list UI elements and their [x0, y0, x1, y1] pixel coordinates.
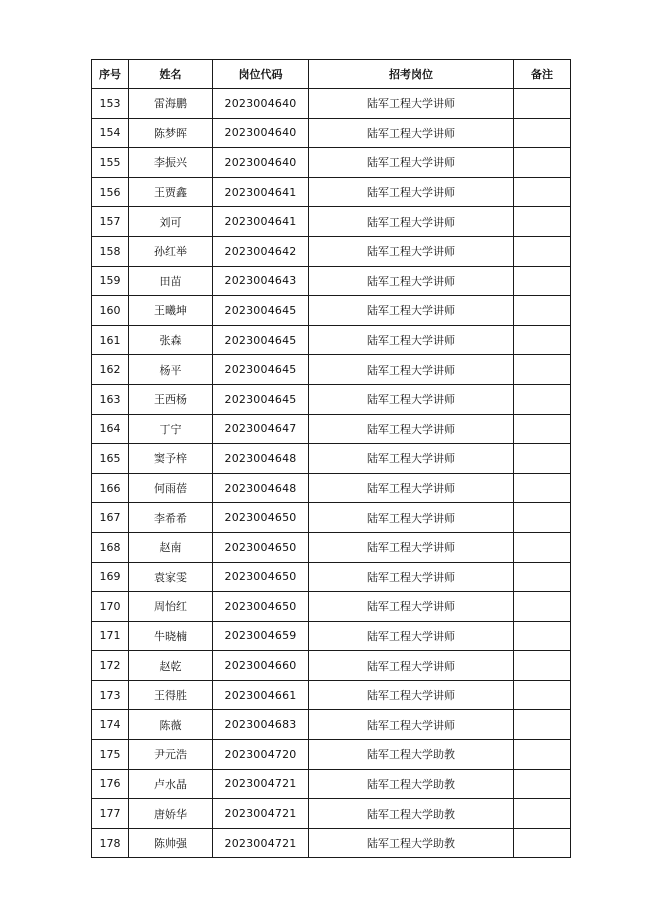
name-cell: 陈薇 — [129, 710, 213, 740]
remarks-cell — [514, 769, 571, 799]
position-code-cell: 2023004643 — [213, 266, 309, 296]
table-row — [92, 355, 571, 385]
recruited-position-cell: 陆军工程大学助教 — [309, 828, 514, 858]
serial-number-cell: 154 — [92, 118, 129, 148]
table-row — [92, 177, 571, 207]
serial-number-cell: 161 — [92, 325, 129, 355]
remarks-cell — [514, 592, 571, 622]
remarks-cell — [514, 296, 571, 326]
roster-table — [91, 59, 571, 858]
name-cell: 王得胜 — [129, 680, 213, 710]
name-cell: 尹元浩 — [129, 740, 213, 770]
name-cell: 陈帅强 — [129, 828, 213, 858]
position-code-cell: 2023004640 — [213, 148, 309, 178]
name-cell: 赵南 — [129, 532, 213, 562]
serial-number-cell: 167 — [92, 503, 129, 533]
serial-number-cell: 159 — [92, 266, 129, 296]
remarks-cell — [514, 266, 571, 296]
header-name: 姓名 — [129, 60, 213, 89]
recruited-position-cell: 陆军工程大学讲师 — [309, 118, 514, 148]
name-cell: 李振兴 — [129, 148, 213, 178]
serial-number-cell: 176 — [92, 769, 129, 799]
recruited-position-cell: 陆军工程大学讲师 — [309, 680, 514, 710]
recruited-position-cell: 陆军工程大学讲师 — [309, 207, 514, 237]
position-code-cell: 2023004645 — [213, 325, 309, 355]
recruited-position-cell: 陆军工程大学讲师 — [309, 148, 514, 178]
recruited-position-cell: 陆军工程大学助教 — [309, 740, 514, 770]
remarks-cell — [514, 89, 571, 119]
name-cell: 陈梦晖 — [129, 118, 213, 148]
remarks-cell — [514, 177, 571, 207]
position-code-cell: 2023004721 — [213, 828, 309, 858]
remarks-cell — [514, 236, 571, 266]
table-row — [92, 296, 571, 326]
table-row — [92, 799, 571, 829]
position-code-cell: 2023004641 — [213, 177, 309, 207]
name-cell: 田苗 — [129, 266, 213, 296]
recruited-position-cell: 陆军工程大学讲师 — [309, 503, 514, 533]
serial-number-cell: 160 — [92, 296, 129, 326]
position-code-cell: 2023004659 — [213, 621, 309, 651]
recruited-position-cell: 陆军工程大学讲师 — [309, 532, 514, 562]
table-row — [92, 414, 571, 444]
recruited-position-cell: 陆军工程大学讲师 — [309, 621, 514, 651]
serial-number-cell: 170 — [92, 592, 129, 622]
serial-number-cell: 177 — [92, 799, 129, 829]
serial-number-cell: 171 — [92, 621, 129, 651]
position-code-cell: 2023004721 — [213, 799, 309, 829]
table-row — [92, 503, 571, 533]
position-code-cell: 2023004645 — [213, 384, 309, 414]
name-cell: 王西杨 — [129, 384, 213, 414]
table-row — [92, 562, 571, 592]
table-row — [92, 651, 571, 681]
remarks-cell — [514, 207, 571, 237]
serial-number-cell: 175 — [92, 740, 129, 770]
serial-number-cell: 166 — [92, 473, 129, 503]
name-cell: 唐娇华 — [129, 799, 213, 829]
position-code-cell: 2023004650 — [213, 562, 309, 592]
position-code-cell: 2023004645 — [213, 296, 309, 326]
serial-number-cell: 162 — [92, 355, 129, 385]
header-recruited-position: 招考岗位 — [309, 60, 514, 89]
recruited-position-cell: 陆军工程大学助教 — [309, 769, 514, 799]
remarks-cell — [514, 325, 571, 355]
remarks-cell — [514, 710, 571, 740]
table-row — [92, 444, 571, 474]
table-row — [92, 621, 571, 651]
recruited-position-cell: 陆军工程大学讲师 — [309, 266, 514, 296]
serial-number-cell: 158 — [92, 236, 129, 266]
name-cell: 丁宁 — [129, 414, 213, 444]
name-cell: 张森 — [129, 325, 213, 355]
remarks-cell — [514, 503, 571, 533]
serial-number-cell: 178 — [92, 828, 129, 858]
table-row — [92, 592, 571, 622]
name-cell: 何雨蓓 — [129, 473, 213, 503]
header-remarks: 备注 — [514, 60, 571, 89]
name-cell: 赵乾 — [129, 651, 213, 681]
table-row — [92, 828, 571, 858]
serial-number-cell: 174 — [92, 710, 129, 740]
serial-number-cell: 172 — [92, 651, 129, 681]
serial-number-cell: 169 — [92, 562, 129, 592]
recruited-position-cell: 陆军工程大学讲师 — [309, 473, 514, 503]
header-serial-number: 序号 — [92, 60, 129, 89]
position-code-cell: 2023004721 — [213, 769, 309, 799]
name-cell: 李希希 — [129, 503, 213, 533]
recruited-position-cell: 陆军工程大学讲师 — [309, 384, 514, 414]
table-row — [92, 532, 571, 562]
name-cell: 袁家雯 — [129, 562, 213, 592]
recruited-position-cell: 陆军工程大学讲师 — [309, 414, 514, 444]
name-cell: 王贾鑫 — [129, 177, 213, 207]
serial-number-cell: 163 — [92, 384, 129, 414]
serial-number-cell: 168 — [92, 532, 129, 562]
remarks-cell — [514, 444, 571, 474]
position-code-cell: 2023004650 — [213, 532, 309, 562]
position-code-cell: 2023004640 — [213, 118, 309, 148]
table-row — [92, 473, 571, 503]
name-cell: 周怡红 — [129, 592, 213, 622]
table-row — [92, 89, 571, 119]
recruited-position-cell: 陆军工程大学讲师 — [309, 355, 514, 385]
position-code-cell: 2023004720 — [213, 740, 309, 770]
remarks-cell — [514, 148, 571, 178]
table-row — [92, 207, 571, 237]
recruited-position-cell: 陆军工程大学讲师 — [309, 89, 514, 119]
header-position-code: 岗位代码 — [213, 60, 309, 89]
remarks-cell — [514, 740, 571, 770]
position-code-cell: 2023004650 — [213, 592, 309, 622]
recruited-position-cell: 陆军工程大学讲师 — [309, 562, 514, 592]
name-cell: 窦予梓 — [129, 444, 213, 474]
serial-number-cell: 157 — [92, 207, 129, 237]
table-row — [92, 740, 571, 770]
remarks-cell — [514, 473, 571, 503]
recruited-position-cell: 陆军工程大学讲师 — [309, 444, 514, 474]
remarks-cell — [514, 680, 571, 710]
name-cell: 卢水晶 — [129, 769, 213, 799]
serial-number-cell: 153 — [92, 89, 129, 119]
name-cell: 牛晓楠 — [129, 621, 213, 651]
recruited-position-cell: 陆军工程大学讲师 — [309, 710, 514, 740]
position-code-cell: 2023004641 — [213, 207, 309, 237]
remarks-cell — [514, 532, 571, 562]
table-row — [92, 384, 571, 414]
position-code-cell: 2023004645 — [213, 355, 309, 385]
position-code-cell: 2023004683 — [213, 710, 309, 740]
remarks-cell — [514, 621, 571, 651]
recruited-position-cell: 陆军工程大学助教 — [309, 799, 514, 829]
roster-body — [92, 89, 571, 858]
table-row — [92, 118, 571, 148]
name-cell: 刘可 — [129, 207, 213, 237]
position-code-cell: 2023004660 — [213, 651, 309, 681]
table-row — [92, 769, 571, 799]
serial-number-cell: 156 — [92, 177, 129, 207]
remarks-cell — [514, 414, 571, 444]
serial-number-cell: 173 — [92, 680, 129, 710]
serial-number-cell: 155 — [92, 148, 129, 178]
position-code-cell: 2023004642 — [213, 236, 309, 266]
recruited-position-cell: 陆军工程大学讲师 — [309, 296, 514, 326]
remarks-cell — [514, 651, 571, 681]
serial-number-cell: 165 — [92, 444, 129, 474]
recruited-position-cell: 陆军工程大学讲师 — [309, 325, 514, 355]
serial-number-cell: 164 — [92, 414, 129, 444]
remarks-cell — [514, 355, 571, 385]
recruited-position-cell: 陆军工程大学讲师 — [309, 592, 514, 622]
name-cell: 王曦坤 — [129, 296, 213, 326]
position-code-cell: 2023004650 — [213, 503, 309, 533]
recruited-position-cell: 陆军工程大学讲师 — [309, 236, 514, 266]
name-cell: 雷海鹏 — [129, 89, 213, 119]
table-row — [92, 710, 571, 740]
table-row — [92, 266, 571, 296]
position-code-cell: 2023004648 — [213, 444, 309, 474]
remarks-cell — [514, 384, 571, 414]
position-code-cell: 2023004661 — [213, 680, 309, 710]
header-row — [92, 60, 571, 89]
recruited-position-cell: 陆军工程大学讲师 — [309, 177, 514, 207]
name-cell: 杨平 — [129, 355, 213, 385]
remarks-cell — [514, 118, 571, 148]
table-row — [92, 148, 571, 178]
position-code-cell: 2023004648 — [213, 473, 309, 503]
position-code-cell: 2023004647 — [213, 414, 309, 444]
name-cell: 孙红举 — [129, 236, 213, 266]
table-row — [92, 236, 571, 266]
table-row — [92, 325, 571, 355]
remarks-cell — [514, 799, 571, 829]
remarks-cell — [514, 828, 571, 858]
recruited-position-cell: 陆军工程大学讲师 — [309, 651, 514, 681]
remarks-cell — [514, 562, 571, 592]
position-code-cell: 2023004640 — [213, 89, 309, 119]
table-row — [92, 680, 571, 710]
